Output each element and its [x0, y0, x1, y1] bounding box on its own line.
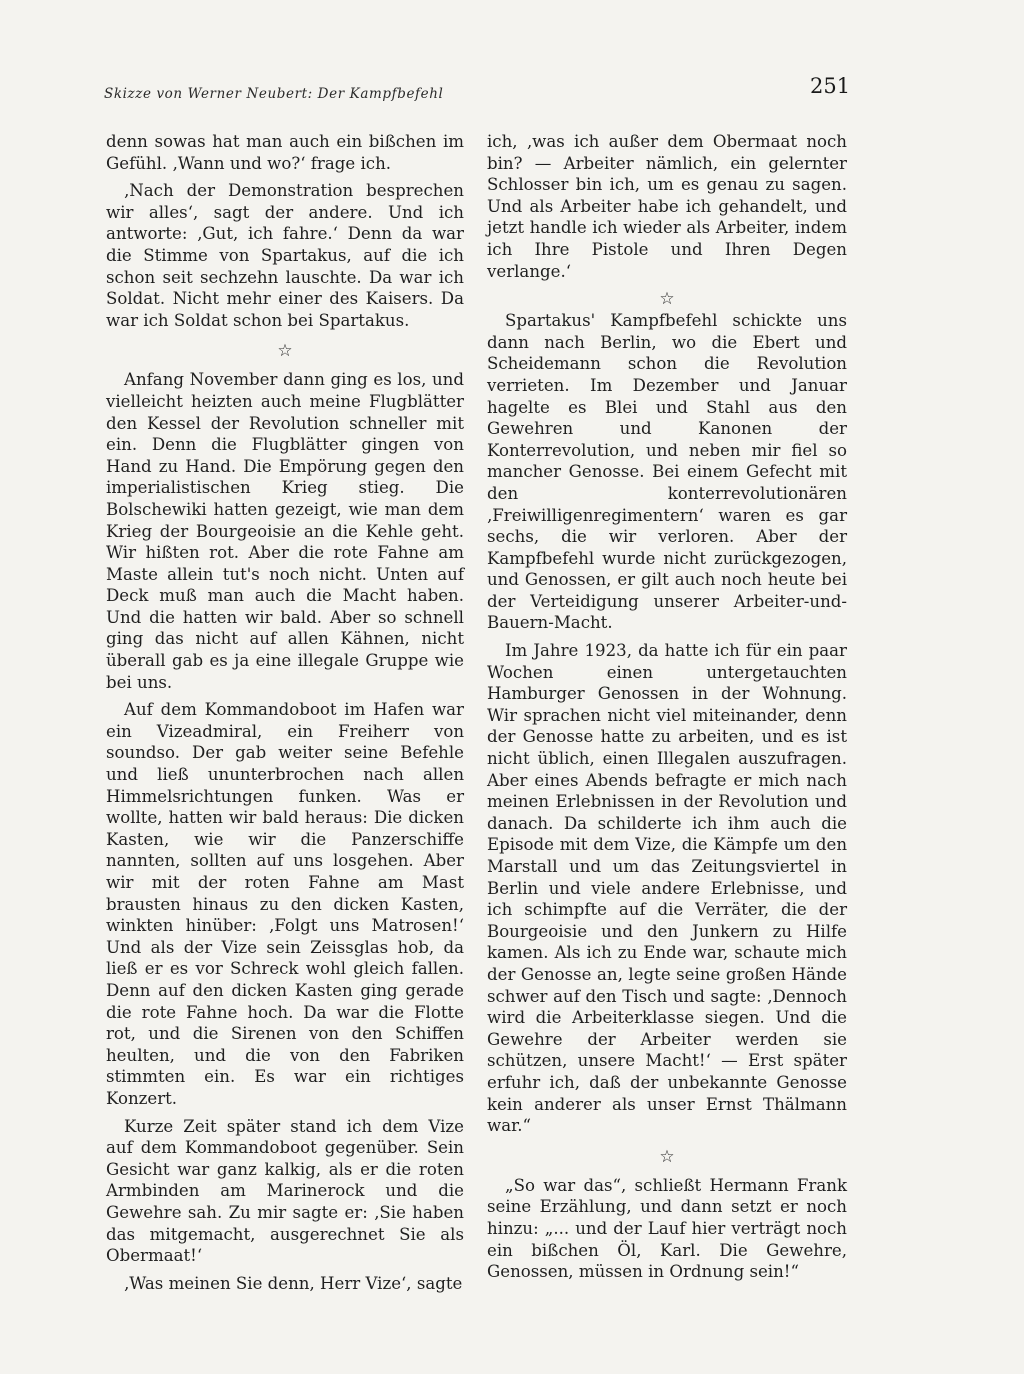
- paragraph: „So war das“, schließt Hermann Frank seine Erzählung, und dann setzt er noch hinzu: „... und der Lauf hier verträgt noch ein bißchen Öl, Karl. Die Gewehre, Genossen, müssen in Ordnung sein!“: [487, 1175, 847, 1282]
- page-number: 251: [810, 74, 851, 98]
- paragraph: ‚Nach der Demonstration besprechen wir alles‘, sagt der andere. Und ich antworte: ‚Gut, ich fahre.‘ Denn da war die Stimme von Spartakus, auf die ich schon seit sechzehn lauschte. Da war ich Soldat. Nicht mehr einer des Kaisers. Da war ich Soldat schon bei Spartakus.: [106, 181, 464, 330]
- star-ornament-icon: ☆: [277, 341, 293, 362]
- paragraph: Kurze Zeit später stand ich dem Vize auf dem Kommandoboot gegenüber. Sein Gesicht war ganz kalkig, als er die roten Armbinden am Marinerock und die Gewehre sah. Zu mir sagte er: ‚Sie haben das mitgemacht, ausgerechnet Sie als Obermaat!‘: [106, 1116, 464, 1266]
- running-header: Skizze von Werner Neubert: Der Kampfbefehl: [104, 86, 444, 102]
- paragraph: Spartakus' Kampfbefehl schickte uns dann nach Berlin, wo die Ebert und Scheidemann schon die Revolution verrieten. Im Dezember und Januar hagelte es Blei und Stahl aus den Gewehren und Kanonen der Konterrevolution, und neben mir fiel so mancher Genosse. Bei einem Gefecht mit den konterrevolutionären ‚Freiwilligenregimentern‘ waren es gar sechs, die wir verloren. Aber der Kampfbefehl wurde nicht zurückgezogen, und Genossen, er gilt auch noch heute bei der Verteidigung unserer Arbeiter-und-Bauern-Macht.: [487, 311, 847, 633]
- star-ornament-icon: ☆: [659, 1146, 675, 1167]
- paragraph: ich, ‚was ich außer dem Obermaat noch bin? — Arbeiter nämlich, ein gelernter Schlosser bin ich, um es genau zu sagen. Und als Arbeiter habe ich gehandelt, und jetzt handle ich wieder als Arbeiter, indem ich Ihre Pistole und Ihren Degen verlange.‘: [487, 132, 847, 281]
- left-column: [106, 131, 464, 1300]
- paragraph: denn sowas hat man auch ein bißchen im Gefühl. ‚Wann und wo?‘ frage ich.: [106, 132, 464, 173]
- paragraph: Auf dem Kommandoboot im Hafen war ein Vizeadmiral, ein Freiherr von soundso. Der gab weiter seine Befehle und ließ ununterbrochen nach allen Himmelsrichtungen funken. Was er wollte, hatten wir bald heraus: Die dicken Kasten, wie wir die Panzerschiffe nannten, sollten auf uns losgehen. Aber wir mit der roten Fahne am Mast brausten hinaus zu den dicken Kasten, winkten hinüber: ‚Folgt uns Matrosen!‘ Und als der Vize sein Zeissglas hob, da ließ er es vor Schreck wohl gleich fallen. Denn auf den dicken Kasten ging gerade die rote Fahne hoch. Da war die Flotte rot, und die Sirenen von den Schiffen heulten, und die von den Fabriken stimmten ein. Es war ein richtiges Konzert.: [106, 700, 464, 1108]
- paragraph: Anfang November dann ging es los, und vielleicht heizten auch meine Flugblätter den Kessel der Revolution schneller mit ein. Denn die Flugblätter gingen von Hand zu Hand. Die Empörung gegen den imperialistischen Krieg stieg. Die Bolschewiki hatten gezeigt, wie man dem Krieg der Bourgeoisie an die Kehle geht. Wir hißten rot. Aber die rote Fahne am Maste allein tut's noch nicht. Unten auf Deck muß man auch die Macht haben. Und die hatten wir bald. Aber so schnell ging das nicht auf allen Kähnen, nicht überall gab es ja eine illegale Gruppe wie bei uns.: [106, 370, 464, 692]
- paragraph: Im Jahre 1923, da hatte ich für ein paar Wochen einen untergetauchten Hamburger Genossen in der Wohnung. Wir sprachen nicht viel miteinander, denn der Genosse hatte zu arbeiten, und es ist nicht üblich, einen Illegalen auszufragen. Aber eines Abends befragte er mich nach meinen Erlebnissen in der Revolution und danach. Da schilderte ich ihm auch die Episode mit dem Vize, die Kämpfe um den Marstall und um das Zeitungsviertel in Berlin und viele andere Erlebnisse, und ich schimpfte auf die Verräter, die der Bourgeoisie und den Junkern zu Hilfe kamen. Als ich zu Ende war, schaute mich der Genosse an, legte seine großen Hände schwer auf den Tisch und sagte: ‚Dennoch wird die Arbeiterklasse siegen. Und die Gewehre der Arbeiter werden sie schützen, unsere Macht!‘ — Erst später erfuhr ich, daß der unbekannte Genosse kein anderer als unser Ernst Thälmann war.“: [487, 641, 847, 1136]
- right-column: [487, 131, 847, 1289]
- star-ornament-icon: ☆: [659, 289, 675, 310]
- paragraph: ‚Was meinen Sie denn, Herr Vize‘, sagte: [124, 1273, 463, 1293]
